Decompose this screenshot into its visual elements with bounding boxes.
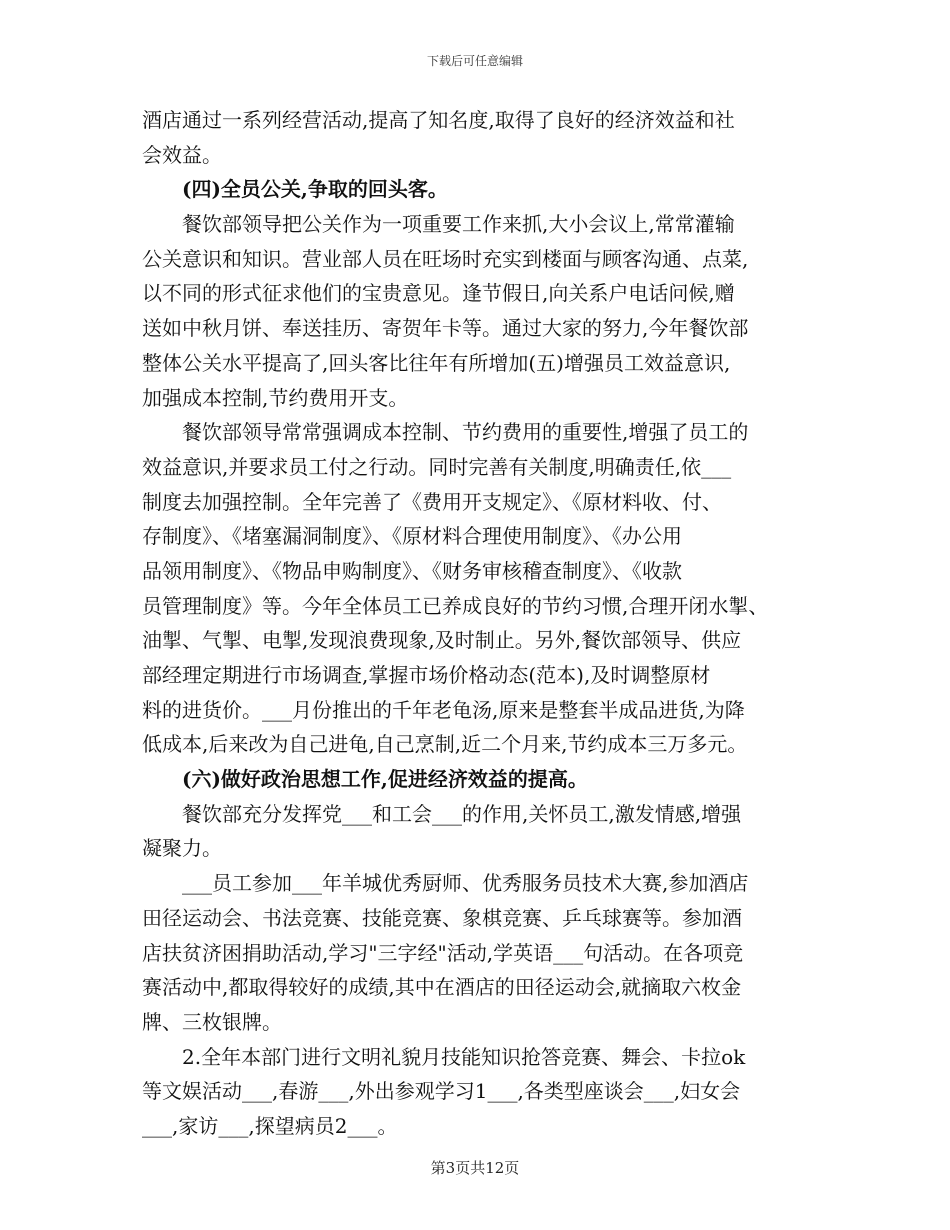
- paragraph-line: 以不同的形式征求他们的宝贵意见。逢节假日,向关系户电话问候,赠: [142, 281, 735, 306]
- section-heading: (四)全员公关,争取的回头客。: [182, 177, 448, 202]
- paragraph-line: 低成本,后来改为自己进龟,自己烹制,近二个月来,节约成本三万多元。: [142, 732, 748, 757]
- paragraph-line: ___员工参加___年羊城优秀厨师、优秀服务员技术大赛,参加酒店: [182, 871, 749, 896]
- paragraph-line: 送如中秋月饼、奉送挂历、寄贺年卡等。通过大家的努力,今年餐饮部: [142, 316, 749, 341]
- paragraph-line: 效益意识,并要求员工付之行动。同时完善有关制度,明确责任,依___: [142, 454, 732, 479]
- paragraph-line: 品领用制度》、《物品申购制度》、《财务审核稽查制度》、《收款: [142, 558, 682, 583]
- paragraph-line: 田径运动会、书法竞赛、技能竞赛、象棋竞赛、乒乓球赛等。参加酒: [142, 905, 742, 930]
- paragraph-line: 部经理定期进行市场调查,掌握市场价格动态(范本),及时调整原材: [142, 663, 711, 687]
- paragraph-line: 存制度》、《堵塞漏洞制度》、《原材料合理使用制度》、《办公用: [142, 524, 682, 549]
- paragraph-line: 餐饮部充分发挥党___和工会___的作用,关怀员工,激发情感,增强: [182, 801, 742, 826]
- paragraph-line: 料的进货价。___月份推出的千年老龟汤,原来是整套半成品进货,为降: [142, 697, 745, 722]
- paragraph-line: 餐饮部领导常常强调成本控制、节约费用的重要性,增强了员工的: [182, 420, 749, 445]
- paragraph-line: 制度去加强控制。全年完善了《费用开支规定》、《原材料收、付、: [142, 489, 722, 514]
- paragraph-line: 油掣、气掣、电掣,发现浪费现象,及时制止。另外,餐饮部领导、供应: [142, 628, 742, 653]
- paragraph-line: 加强成本控制,节约费用开支。: [142, 385, 409, 410]
- paragraph-line: 赛活动中,都取得较好的成绩,其中在酒店的田径运动会,就摘取六枚金: [142, 975, 742, 1000]
- paragraph-line: 整体公关水平提高了,回头客比往年有所增加(五)增强员工效益意识,: [142, 350, 731, 375]
- paragraph-line: 公关意识和知识。营业部人员在旺场时充实到楼面与顾客沟通、点菜,: [142, 246, 749, 271]
- paragraph-line: 餐饮部领导把公关作为一项重要工作来抓,大小会议上,常常灌输: [182, 212, 735, 237]
- paragraph-line: ___,家访___,探望病员2___。: [142, 1113, 398, 1138]
- paragraph-line: 牌、三枚银牌。: [142, 1009, 282, 1034]
- paragraph-line: 2.全年本部门进行文明礼貌月技能知识抢答竞赛、舞会、卡拉ok: [182, 1044, 746, 1069]
- page-header: 下载后可任意编辑: [426, 54, 523, 68]
- page-footer: 第3页共12页: [430, 1159, 520, 1177]
- document-body: [142, 103, 822, 1144]
- paragraph-line: 店扶贫济困捐助活动,学习"三字经"活动,学英语___句活动。在各项竞: [142, 940, 744, 965]
- paragraph-line: 员管理制度》等。今年全体员工已养成良好的节约习惯,合理开闭水掣、: [142, 593, 769, 618]
- paragraph-line: 酒店通过一系列经营活动,提高了知名度,取得了良好的经济效益和社: [142, 108, 735, 132]
- paragraph-line: 凝聚力。: [142, 836, 222, 861]
- paragraph-line: 会效益。: [142, 142, 222, 167]
- paragraph-line: 等文娱活动___,春游___,外出参观学习1___,各类型座谈会___,妇女会: [142, 1079, 741, 1104]
- section-heading: (六)做好政治思想工作,促进经济效益的提高。: [182, 767, 588, 792]
